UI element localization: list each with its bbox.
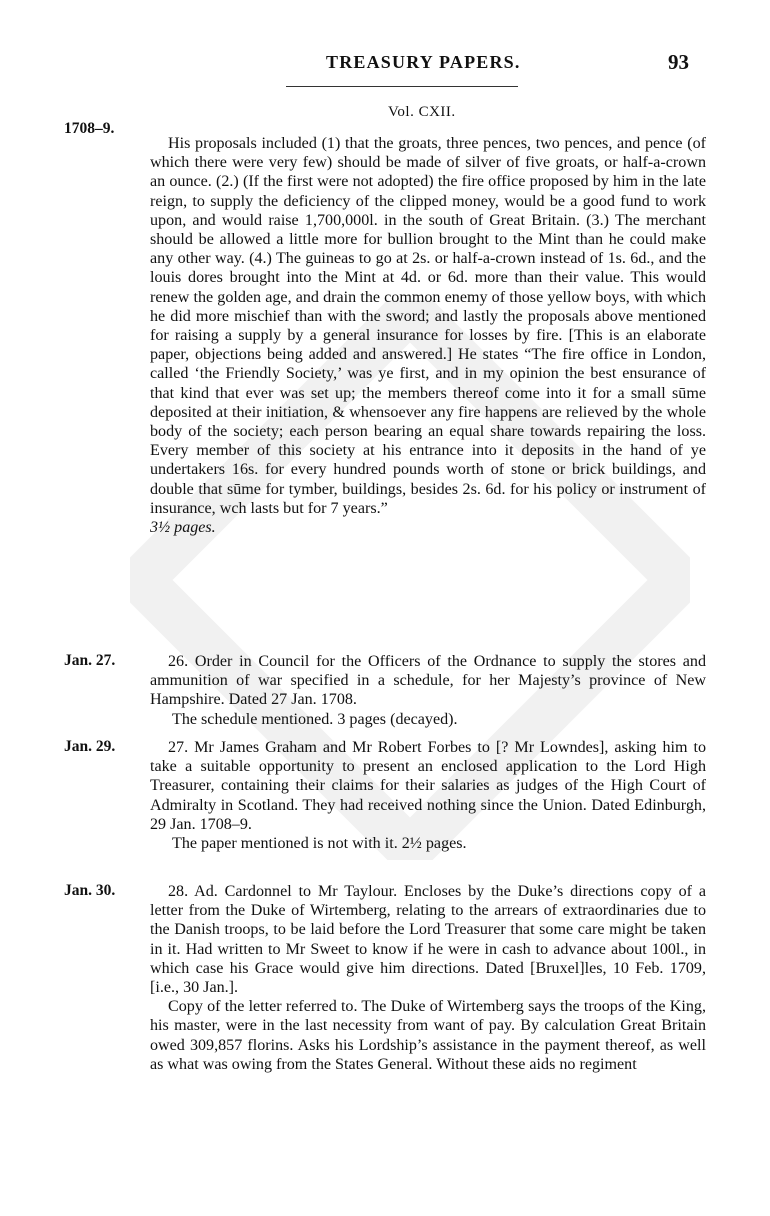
entry-27 xyxy=(150,738,706,853)
entry-date: Jan. 30. xyxy=(64,882,116,899)
entry-paragraph: 26. Order in Council for the Officers of the Ordnance to supply the stores and ammunition of war specified in a schedule, for her Majesty’s province of New Hampshire. Dated 27 Jan. 1708. xyxy=(150,653,706,709)
entry-continuation xyxy=(150,134,706,537)
entry-26 xyxy=(150,652,706,729)
entry-pages: 3½ pages. xyxy=(150,519,216,537)
entry-date: Jan. 29. xyxy=(64,738,116,755)
entry-date: Jan. 27. xyxy=(64,652,116,669)
entry-paragraph: Copy of the letter referred to. The Duke of Wirtemberg says the troops of the King, his master, were in the last necessity from want of pay. By calculation Great Britain owed 309,857 florins. Asks his Lordship’s assistance in the payment thereof, as well as what was owing from the States General. Without these aids no regiment xyxy=(150,998,706,1073)
entry-paragraph: His proposals included (1) that the groats, three pences, two pences, and pence (of which there were very few) should be made of silver of five groats, or half-a-crown an ounce. (2.) (If the first were not adopted) the fire office proposed by him in the late reign, to supply the deficiency of the clipped money, would be a good fund to work upon, and would raise 1,700,000l. in the south of Great Britain. (3.) The merchant should be allowed a little more for bullion brought to the Mint than he could make any other way. (4.) The guineas to go at 2s. or half-a-crown instead of 1s. 6d., and the louis dores brought into the Mint at 4d. or 6d. more than their value. This would renew the golden age, and drain the common enemy of those yellow boys, with which he did more mischief than with the sword; and lastly the proposals above mentioned for raising a supply by a general insurance for losses by fire. [This is an elaborate paper, objections being added and answered.] He states “The fire office in London, called ‘the Friendly Society,’ was ye first, and in my opinion the best ensurance of that kind that ever was set up; the members thereof come into it for a small sūme deposited at their initiation, & whensoever any fire happens are relieved by the whole body of the society; each person bearing an equal share towards repairing the loss. Every member of this society at his entrance into it deposits in the hand of ye undertakers 16s. for every hundred pounds worth of stone or brick buildings, and double that sūme for tymber, buildings, besides 2s. 6d. for his policy or instrument of insurance, wch lasts but for 7 years.” xyxy=(150,135,706,517)
running-title: TREASURY PAPERS. xyxy=(326,52,521,72)
volume-heading: Vol. CXII. xyxy=(388,104,456,120)
entry-note: The schedule mentioned. 3 pages (decayed). xyxy=(172,710,458,728)
entry-28 xyxy=(150,882,706,1074)
running-header xyxy=(0,52,770,82)
entry-note: The paper mentioned is not with it. 2½ pages. xyxy=(172,835,467,853)
entry-paragraph: 27. Mr James Graham and Mr Robert Forbes to [? Mr Lowndes], asking him to take a suitable opportunity to present an enclosed application to the Lord High Treasurer, containing their claims for their salaries as judges of the High Court of Admiralty in Scotland. They had received nothing since the Union. Dated Edinburgh, 29 Jan. 1708–9. xyxy=(150,739,706,833)
header-rule xyxy=(286,86,518,87)
entry-paragraph: 28. Ad. Cardonnel to Mr Taylour. Encloses by the Duke’s directions copy of a letter from the Duke of Wirtemberg, relating to the arrears of extraordinaries due to the Danish troops, to be laid before the Lord Treasurer that some care might be taken in it. Had written to Mr Sweet to know if he were in cash to advance about 100l., in which case his Grace would give him directions. Dated [Bruxel]les, 10 Feb. 1709, [i.e., 30 Jan.]. xyxy=(150,883,706,997)
year-margin: 1708–9. xyxy=(64,120,115,137)
page-number: 93 xyxy=(668,50,689,74)
